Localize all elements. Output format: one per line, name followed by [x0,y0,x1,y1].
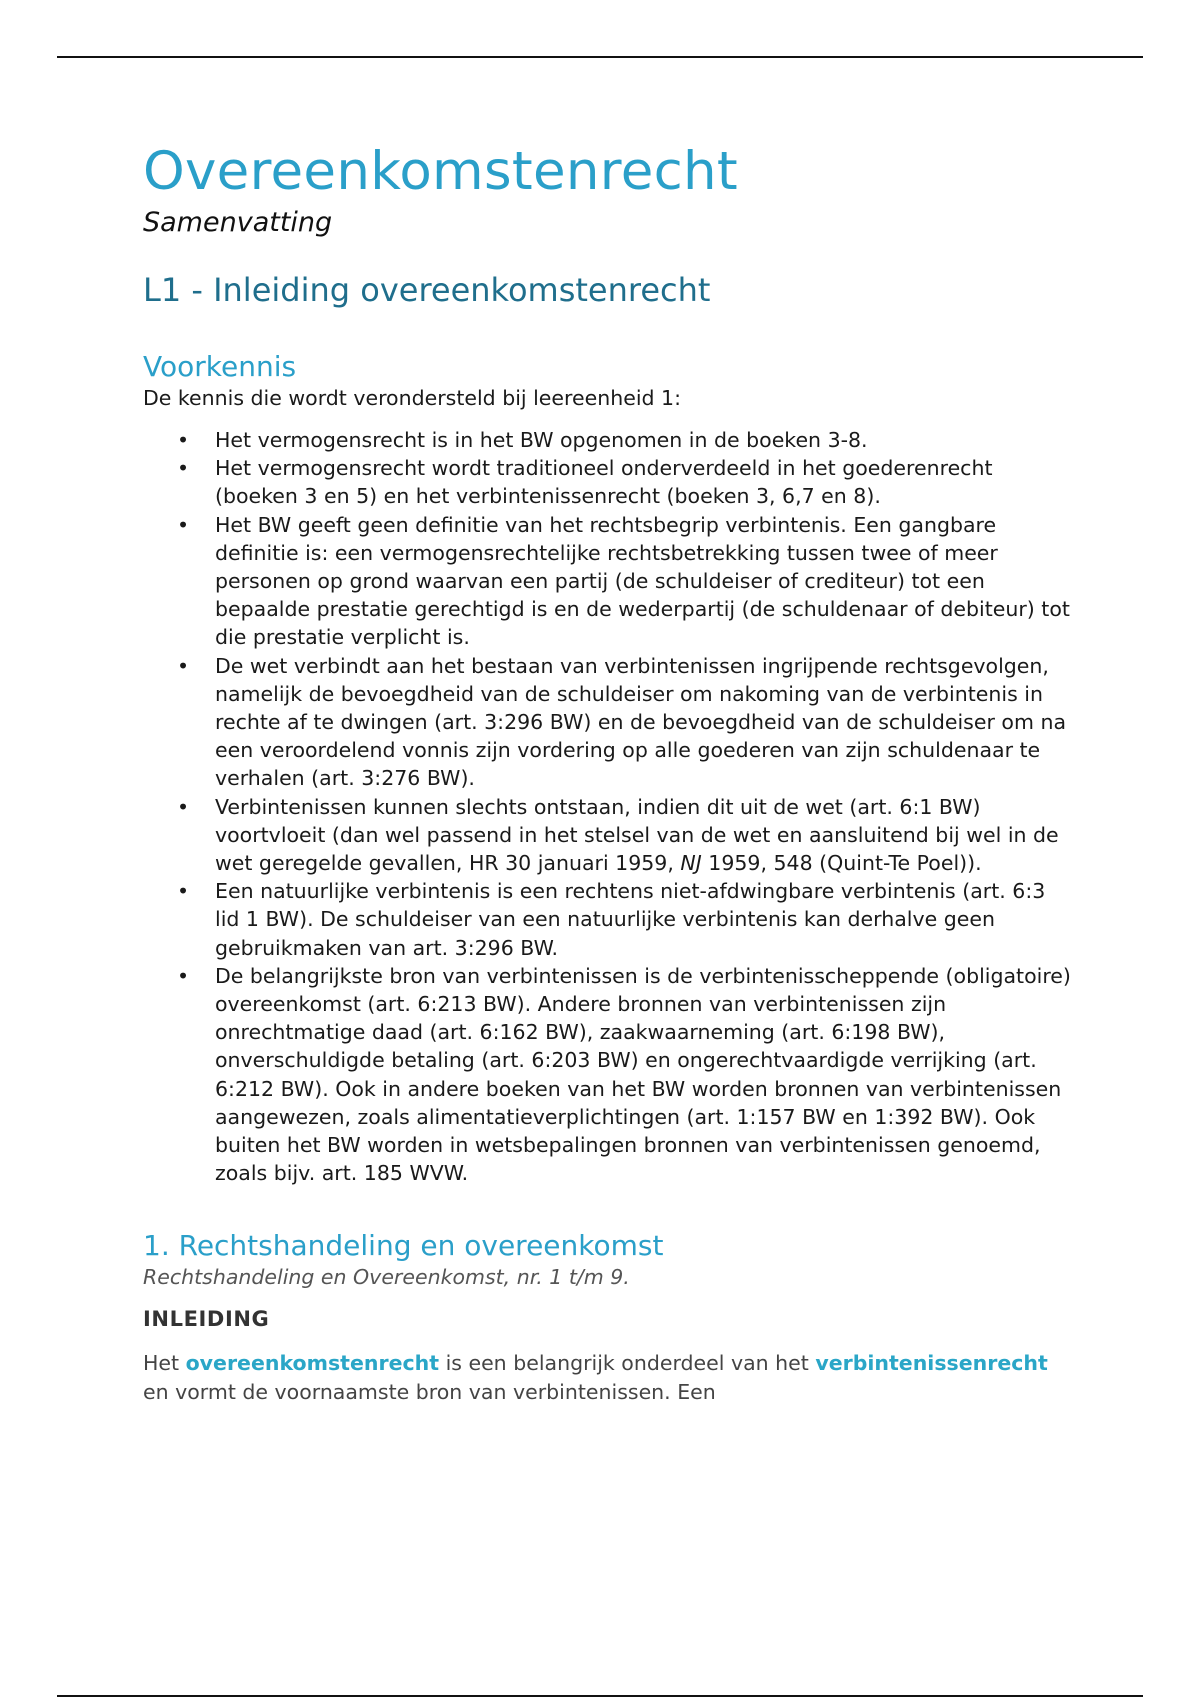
intro-text: en vormt de voornaamste bron van verbintenissen. Een [143,1380,716,1405]
bullet-icon: • [177,428,190,452]
prior-knowledge-intro: De kennis die wordt verondersteld bij leereenheid 1: [143,386,682,410]
document-subtitle: Samenvatting [143,207,333,238]
document-title: Overeenkomstenrecht [143,141,739,202]
intro-text: is een belangrijk onderdeel van het [439,1351,816,1376]
bullet-icon: • [177,879,190,904]
list-item [177,962,1073,1188]
prior-knowledge-heading: Voorkennis [143,350,297,383]
list-item-text [215,795,1059,875]
list-item-text: Een natuurlijke verbintenis is een rechtens niet-afdwingbare verbintenis (art. 6:3 lid 1 BW). De schuldeiser van een natuurlijke verbintenis kan derhalve geen gebruikmaken van art. 3:296 BW. [215,879,1046,960]
list-item-text: Het vermogensrecht wordt traditioneel onderverdeeld in het goederenrecht (boeken 3 en 5) en het verbintenissenrecht (boeken 3, 6,7 en 8). [215,456,993,509]
bullet-icon: • [177,456,190,481]
list-item-text-part: 1959, 548 (Quint-Te Poel)). [701,851,982,876]
section-label: INLEIDING [143,1307,270,1332]
document-body [143,140,1073,1407]
journal-abbreviation: NJ [680,851,702,876]
bottom-rule [57,1695,1143,1697]
top-rule [57,56,1143,58]
list-item-text-part: Verbintenissen kunnen slechts ontstaan, indien dit uit de wet (art. 6:1 BW) voortvloeit (dan wel passend in het stelsel van de wet en aansluitend bij wel in de wet geregelde gevallen, HR 30 januari 1959, [215,794,1059,876]
list-item [177,877,1073,962]
highlight-term: overeenkomstenrecht [185,1351,440,1376]
bullet-icon: • [177,794,190,819]
section-heading: 1. Rechtshandeling en overeenkomst [143,1229,664,1263]
intro-text: Het [143,1351,186,1376]
list-item-text: De wet verbindt aan het bestaan van verbintenissen ingrijpende rechtsgevolgen, namelijk de bevoegdheid van de schuldeiser om nakoming van de verbintenis in rechte af te dwingen (art. 3:296 BW) en de bevoegdheid van de schuldeiser om na een veroordelend vonnis zijn vordering op alle goederen van zijn schuldenaar te verhalen (art. 3:276 BW). [215,653,1067,791]
list-item-text: Het vermogensrecht is in het BW opgenomen in de boeken 3-8. [215,428,868,452]
list-item-text: De belangrijkste bron van verbintenissen is de verbintenisscheppende (obligatoire) overeenkomst (art. 6:213 BW). Andere bronnen van verbintenissen zijn onrechtmatige daad (art. 6:162 BW), zaakwaarneming (art. 6:198 BW), onverschuldigde betaling (art. 6:203 BW) en ongerechtvaardigde verrijking (art. 6:212 BW). Ook in andere boeken van het BW worden bronnen van verbintenissen aangewezen, zoals alimentatieverplichtingen (art. 1:157 BW en 1:392 BW). Ook buiten het BW worden in wetsbepalingen bronnen van verbintenissen genoemd, zoals bijv. art. 185 WVW. [215,963,1071,1186]
list-item [177,652,1073,793]
section-reference: Rechtshandeling en Overeenkomst, nr. 1 t/m 9. [143,1265,630,1290]
list-item [177,426,1073,454]
bullet-icon: • [177,653,190,678]
bullet-icon: • [177,963,190,988]
list-item-text: Het BW geeft geen definitie van het rechtsbegrip verbintenis. Een gangbare definitie is: een vermogensrechtelijke rechtsbetrekking tussen twee of meer personen op grond waarvan een partij (de schuldeiser of crediteur) tot een bepaalde prestatie gerechtigd is en de wederpartij (de schuldenaar of debiteur) tot die prestatie verplicht is. [215,512,1070,650]
section-intro-paragraph [143,1349,1073,1407]
prior-knowledge-list [143,426,1073,1187]
chapter-heading: L1 - Inleiding overeenkomstenrecht [143,271,711,309]
bullet-icon: • [177,512,190,537]
highlight-term: verbintenissenrecht [815,1351,1048,1376]
list-item [177,454,1073,510]
list-item [177,793,1073,878]
list-item [177,511,1073,652]
